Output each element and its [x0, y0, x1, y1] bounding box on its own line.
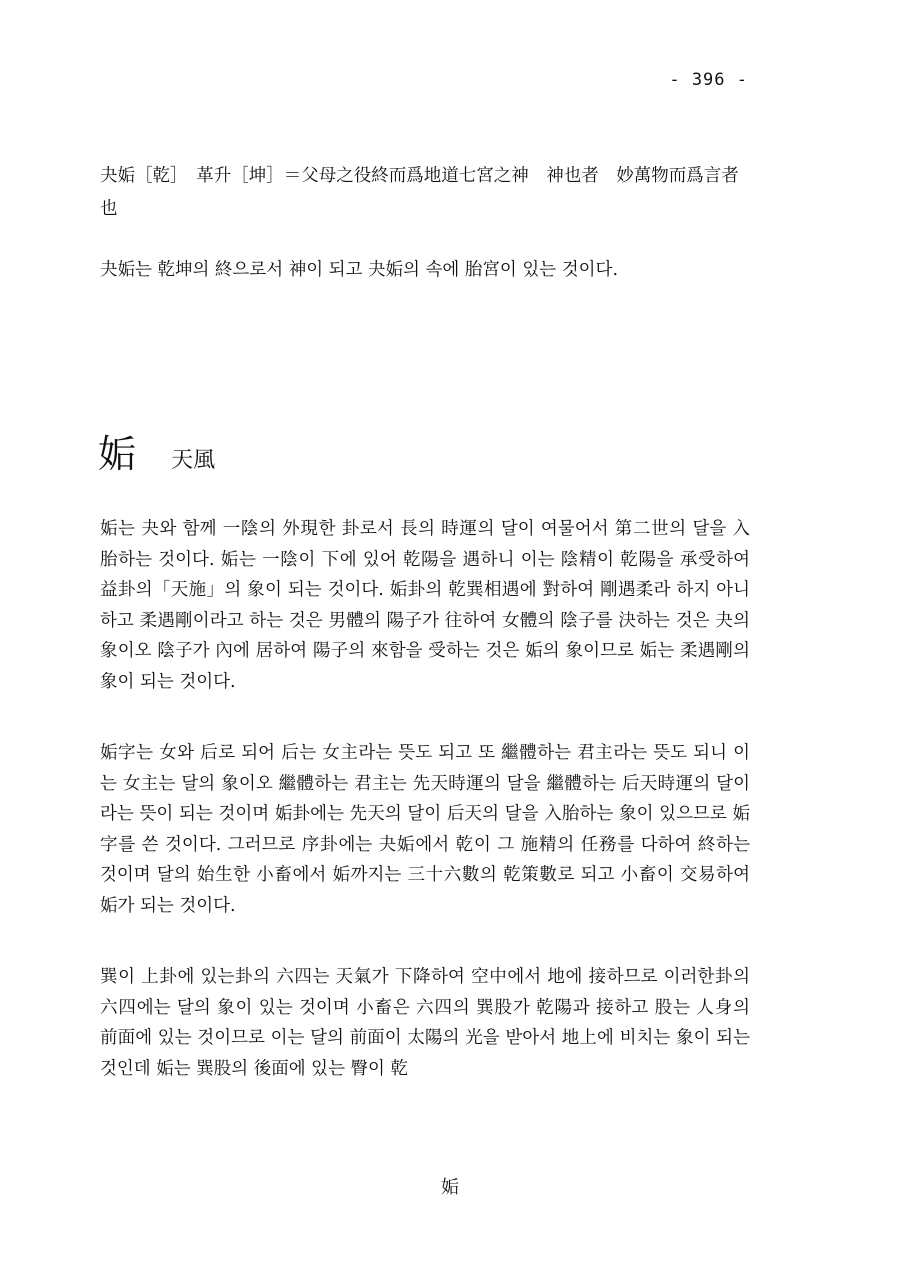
page-number: - 396 -: [669, 70, 748, 90]
paragraph-2: 姤字는 女와 后로 되어 后는 女主라는 뜻도 되고 또 繼體하는 君主라는 뜻도 되니 이는 女主는 달의 象이오 繼體하는 君主는 先天時運의 달을 繼體하는 后天時運의 달이라는 뜻이 되는 것이며 姤卦에는 先天의 달이 后天의 달을 入胎하는 象이 있으므로 姤字를 쓴 것이다. 그러므로 序卦에는 夬姤에서 乾이 그 施精의 任務를 다하여 終하는 것이며 달의 始生한 小畜에서 姤까지는 三十六數의 乾策數로 되고 小畜이 交易하여 姤가 되는 것이다.: [100, 743, 750, 916]
section-heading-sub: 天風: [171, 448, 216, 473]
paragraph-3: 巽이 上卦에 있는卦의 六四는 天氣가 下降하여 空中에서 地에 接하므로 이러한卦의 六四에는 달의 象이 있는 것이며 小畜은 六四의 巽股가 乾陽과 接하고 股는 人身의 前面에 있는 것이므로 이는 달의 前面이 太陽의 光을 받아서 地上에 비치는 象이 되는 것인데 姤는 巽股의 後面에 있는 臀이 乾: [100, 967, 750, 1079]
section-heading: [98, 432, 215, 476]
paragraph-1: 姤는 夬와 함께 一陰의 外現한 卦로서 長의 時運의 달이 여물어서 第二世의 달을 入胎하는 것이다. 姤는 一陰이 下에 있어 乾陽을 遇하니 이는 陰精이 乾陽을 承受하여 益卦의「天施」의 象이 되는 것이다. 姤卦의 乾巽相遇에 對하여 剛遇柔라 하지 아니하고 柔遇剛이라고 하는 것은 男體의 陽子가 往하여 女體의 陰子를 決하는 것은 夬의 象이오 陰子가 內에 居하여 陽子의 來함을 受하는 것은 姤의 象이므로 姤는 柔遇剛의 象이 되는 것이다.: [100, 519, 750, 692]
section-heading-char: 姤: [98, 432, 137, 476]
summary-line: 夬姤는 乾坤의 終으로서 神이 되고 夬姤의 속에 胎宮이 있는 것이다.: [100, 260, 619, 280]
footer-label: 姤: [441, 1177, 459, 1198]
intro-line: 夬姤［乾］ 革升［坤］＝父母之役終而爲地道七宮之神 神也者 妙萬物而爲言者也: [100, 166, 739, 219]
